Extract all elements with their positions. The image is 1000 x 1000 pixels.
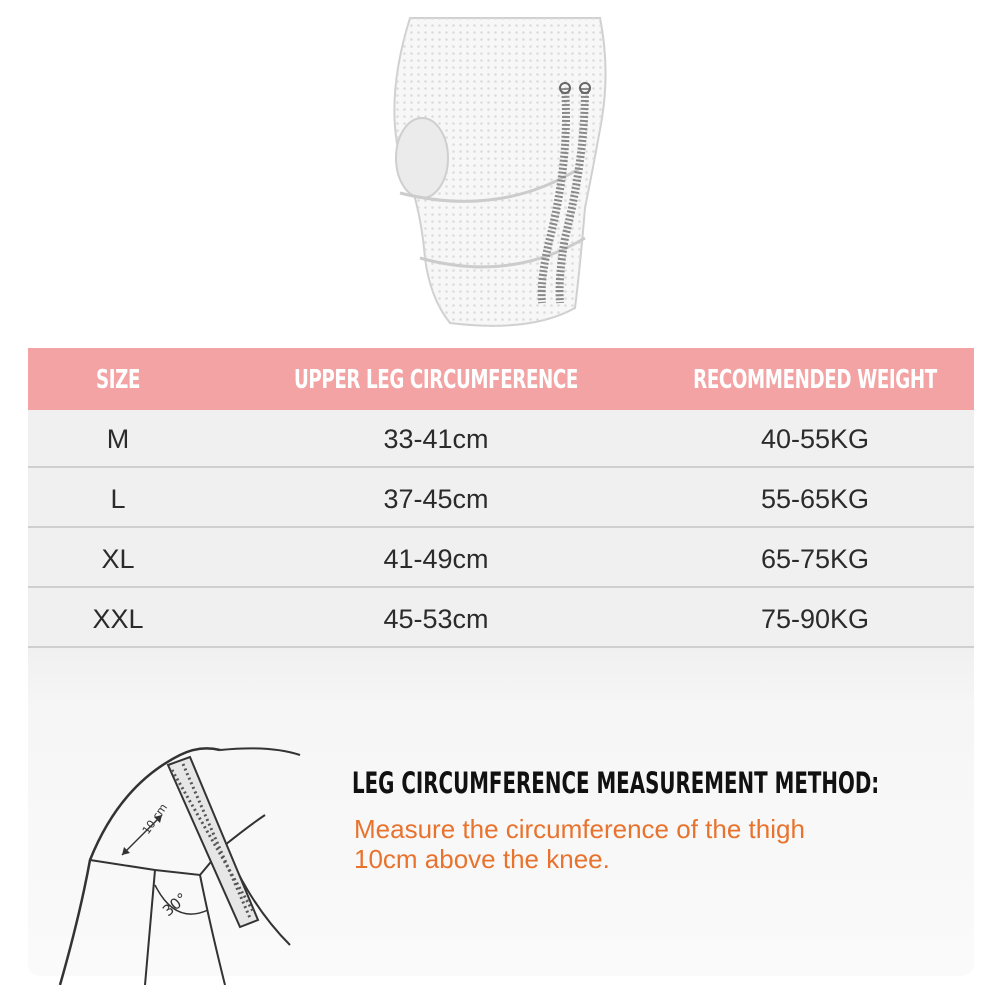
circumference-cell: 33-41cm xyxy=(383,424,489,454)
row-divider xyxy=(28,646,974,648)
header-size: SIZE xyxy=(95,365,141,395)
size-cell: M xyxy=(106,424,130,454)
header-upper-leg-circumference: UPPER LEG CIRCUMFERENCE xyxy=(293,365,579,395)
circumference-cell: 41-49cm xyxy=(383,544,489,574)
instruction-line-1: Measure the circumference of the thigh xyxy=(354,814,805,844)
table-row xyxy=(28,410,974,468)
size-cell: XL xyxy=(101,544,135,574)
circumference-cell: 37-45cm xyxy=(383,484,489,514)
measurement-method-title: LEG CIRCUMFERENCE MEASUREMENT METHOD: xyxy=(352,766,880,800)
knee-brace-image xyxy=(380,8,620,338)
size-cell: L xyxy=(110,484,126,514)
distance-label: 10 cm xyxy=(139,801,171,837)
table-row xyxy=(28,470,974,528)
header-recommended-weight: RECOMMENDED WEIGHT xyxy=(693,365,937,395)
row-divider xyxy=(28,586,974,588)
row-divider xyxy=(28,466,974,468)
instruction-line-2: 10cm above the knee. xyxy=(354,844,610,874)
circumference-cell: 45-53cm xyxy=(383,604,489,634)
row-divider xyxy=(28,526,974,528)
weight-cell: 40-55KG xyxy=(760,424,870,454)
measurement-instructions xyxy=(354,814,914,874)
size-cell: XXL xyxy=(92,604,144,634)
table-row xyxy=(28,590,974,648)
angle-label: 30° xyxy=(159,889,191,921)
size-table-header xyxy=(28,348,974,410)
weight-cell: 55-65KG xyxy=(760,484,870,514)
weight-cell: 65-75KG xyxy=(760,544,870,574)
leg-measurement-diagram xyxy=(50,735,350,985)
weight-cell: 75-90KG xyxy=(760,604,870,634)
table-row xyxy=(28,530,974,588)
